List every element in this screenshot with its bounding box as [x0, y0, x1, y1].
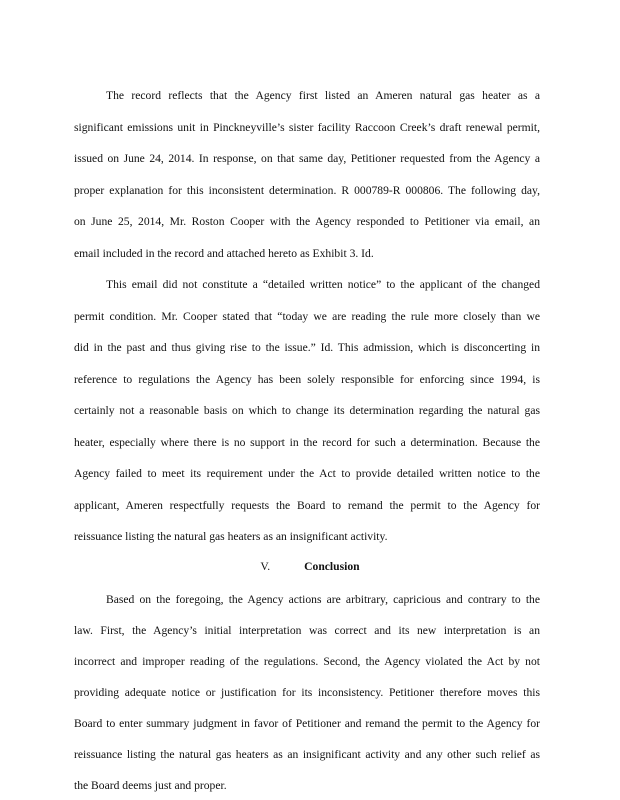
paragraph-1-line-3: issued on June 24, 2014. In response, on that same day, Petitioner requested from the Agency a — [74, 152, 540, 165]
paragraph-3-line-4: providing adequate notice or justification for its inconsistency. Petitioner therefore moves this — [74, 686, 540, 699]
paragraph-2-line-4: reference to regulations the Agency has been solely responsible for enforcing since 1994, is — [74, 373, 540, 386]
section-title: Conclusion — [304, 560, 360, 573]
paragraph-3-line-2: law. First, the Agency’s initial interpretation was correct and its new interpretation is an — [74, 624, 540, 637]
paragraph-3-line-7: the Board deems just and proper. — [74, 779, 227, 792]
paragraph-2-line-1: This email did not constitute a “detailed written notice” to the applicant of the changed — [106, 278, 540, 291]
paragraph-1-line-6: email included in the record and attached hereto as Exhibit 3. Id. — [74, 247, 374, 260]
paragraph-2-line-9: reissuance listing the natural gas heaters as an insignificant activity. — [74, 530, 388, 543]
paragraph-1-line-4: proper explanation for this inconsistent determination. R 000789-R 000806. The following day, — [74, 184, 540, 197]
paragraph-2-line-2: permit condition. Mr. Cooper stated that “today we are reading the rule more closely than we — [74, 310, 540, 323]
paragraph-3-line-5: Board to enter summary judgment in favor of Petitioner and remand the permit to the Agency for — [74, 717, 540, 730]
paragraph-1-line-2: significant emissions unit in Pinckneyville’s sister facility Raccoon Creek’s draft renewal permit, — [74, 121, 540, 134]
paragraph-3-line-1: Based on the foregoing, the Agency actions are arbitrary, capricious and contrary to the — [106, 593, 540, 606]
paragraph-2-line-7: Agency failed to meet its requirement under the Act to provide detailed written notice to the — [74, 467, 540, 480]
paragraph-3-line-6: reissuance listing the natural gas heaters as an insignificant activity and any other such relief as — [74, 748, 540, 761]
paragraph-2-line-5: certainly not a reasonable basis on which to change its determination regarding the natural gas — [74, 404, 540, 417]
paragraph-2-line-6: heater, especially where there is no support in the record for such a determination. Because the — [74, 436, 540, 449]
paragraph-3-line-3: incorrect and improper reading of the regulations. Second, the Agency violated the Act by not — [74, 655, 540, 668]
paragraph-1-line-1: The record reflects that the Agency first listed an Ameren natural gas heater as a — [106, 89, 540, 102]
section-heading — [0, 560, 620, 574]
paragraph-1-line-5: on June 25, 2014, Mr. Roston Cooper with the Agency responded to Petitioner via email, an — [74, 215, 540, 228]
section-number: V. — [260, 560, 271, 573]
paragraph-2-line-8: applicant, Ameren respectfully requests the Board to remand the permit to the Agency for — [74, 499, 540, 512]
paragraph-2-line-3: did in the past and thus giving rise to the issue.” Id. This admission, which is disconcerting in — [74, 341, 540, 354]
